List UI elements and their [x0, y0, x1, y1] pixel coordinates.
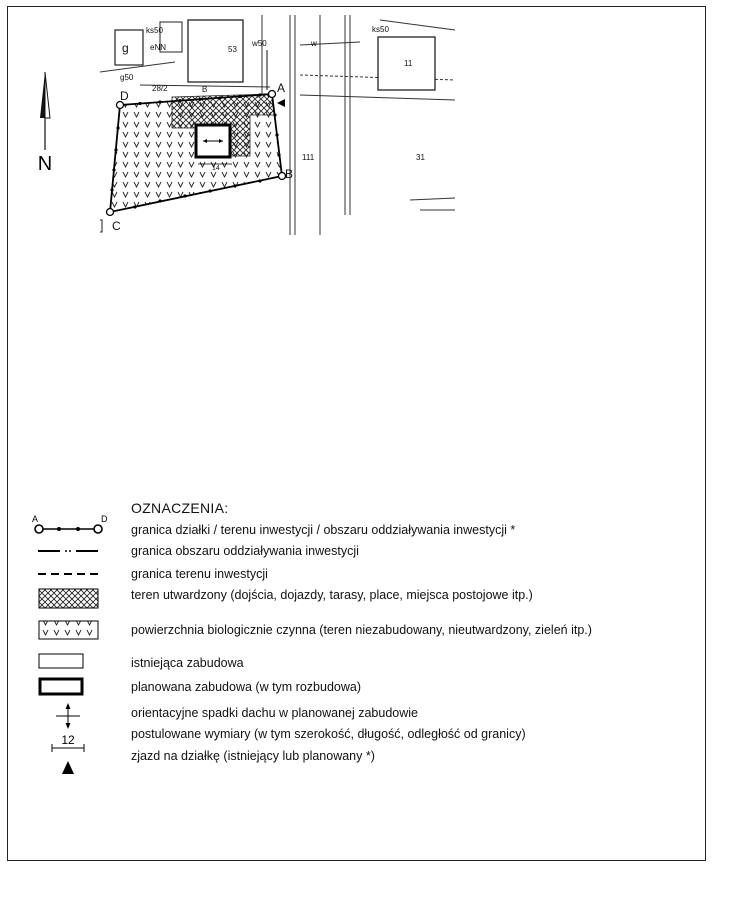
- svg-text:12: 12: [61, 733, 75, 747]
- bold-rectangle-icon: [30, 676, 106, 698]
- legend-row-planned-building: [0, 676, 700, 698]
- legend-label: granica działki / terenu inwestycji / obszaru oddziaływania inwestycji *: [131, 523, 516, 537]
- map-label: 28/2: [152, 84, 168, 93]
- map-label: 11: [404, 59, 413, 68]
- vee-pattern-fill-icon: [30, 618, 106, 640]
- map-label: B: [202, 85, 208, 94]
- legend-row-impact-boundary: [0, 540, 700, 562]
- svg-text:D: D: [101, 514, 108, 524]
- north-arrow-icon: [38, 72, 52, 175]
- map-label: 14: [212, 165, 220, 172]
- point-d-label: D: [120, 89, 129, 103]
- legend-row-driveway: [0, 749, 700, 779]
- entrance-marker-icon: [277, 99, 285, 107]
- legend-label: granica obszaru oddziaływania inwestycji: [131, 544, 359, 558]
- map-label: ks50: [146, 26, 163, 35]
- legend-row-hardened-area: [0, 587, 700, 609]
- map-label: g: [122, 41, 129, 55]
- crosshatch-fill-icon: [30, 587, 106, 609]
- roof-slope-arrows-icon: [30, 702, 106, 730]
- thin-rectangle-icon: [30, 652, 106, 674]
- map-label: g50: [120, 73, 134, 82]
- legend-label: planowana zabudowa (w tym rozbudowa): [131, 680, 361, 694]
- svg-text:A: A: [32, 514, 39, 524]
- point-b-label: B: [285, 167, 294, 181]
- north-label: N: [37, 153, 53, 175]
- legend-label: teren utwardzony (dojścia, dojazdy, tarasy, place, miejsca postojowe itp.): [131, 588, 533, 602]
- dashed-line-icon: [30, 563, 106, 585]
- legend-title: OZNACZENIA:: [131, 500, 229, 516]
- triangle-marker-icon: [30, 757, 106, 779]
- legend-label: istniejąca zabudowa: [131, 656, 244, 670]
- dimension-line-icon: [30, 733, 106, 755]
- legend-label: powierzchnia biologicznie czynna (teren niezabudowany, nieutwardzony, zieleń itp.): [131, 623, 592, 637]
- legend-row-investment-boundary: [0, 563, 700, 585]
- existing-building: [115, 30, 143, 65]
- map-label: ks50: [372, 25, 389, 34]
- legend-label: postulowane wymiary (w tym szerokość, długość, odległość od granicy): [131, 727, 526, 741]
- legend-label: orientacyjne spadki dachu w planowanej zabudowie: [131, 706, 418, 720]
- site-plan-map: [0, 0, 746, 240]
- map-label: 31: [416, 153, 425, 162]
- legend-row-bio-active: [0, 618, 700, 640]
- map-label: w: [311, 39, 317, 48]
- plot-boundary-symbol-icon: [30, 514, 106, 536]
- map-label: w50: [252, 39, 267, 48]
- legend-label: granica terenu inwestycji: [131, 567, 268, 581]
- point-a-label: A: [277, 81, 286, 95]
- point-c-label: C: [112, 219, 121, 233]
- dash-dot-line-icon: [30, 540, 106, 562]
- map-label: 111: [302, 153, 315, 162]
- legend-row-existing-building: [0, 652, 700, 674]
- legend-row-roof-slopes: [0, 702, 700, 724]
- map-label: eNN: [150, 43, 167, 52]
- map-label: 53: [228, 45, 237, 54]
- legend-label: zjazd na działkę (istniejący lub planowany *): [131, 749, 375, 763]
- legend-row-plot-boundary: [0, 514, 700, 536]
